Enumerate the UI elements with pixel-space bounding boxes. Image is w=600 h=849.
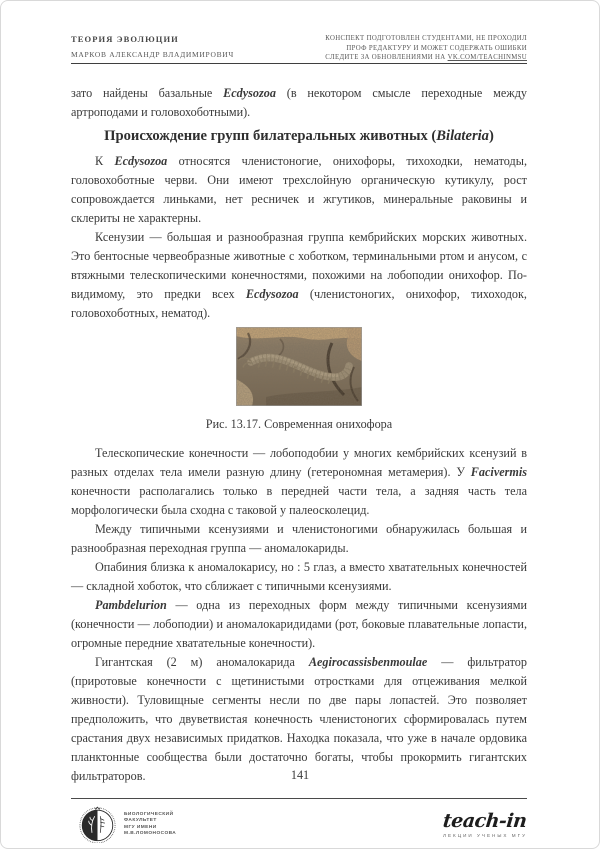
- page-header: [71, 34, 527, 63]
- vk-link[interactable]: VK.COM/TEACHINMSU: [447, 54, 527, 62]
- text-run: ): [488, 128, 494, 144]
- footer-left: [79, 806, 176, 843]
- text-run: Между типичными ксенузиями и членистоногими обнаружилась большая и разнообразная переходная группа — аномалокариды.: [71, 522, 527, 555]
- text-run: Гигантская (2 м) аномалокарида: [95, 655, 309, 669]
- paragraph: [71, 228, 527, 323]
- disclaimer-line-1: КОНСПЕКТ ПОДГОТОВЛЕН СТУДЕНТАМИ, НЕ ПРОХОДИЛ: [325, 35, 527, 42]
- faculty-name-line: ФАКУЛЬТЕТ: [124, 818, 157, 824]
- faculty-name-line: БИОЛОГИЧЕСКИЙ: [124, 811, 174, 817]
- disclaimer-line-3: [325, 53, 527, 63]
- article-body: [71, 84, 527, 786]
- text-run: относятся членистоногие, онихофоры, тихоходки, нематоды, головохоботные черви. Они имеют трехслойную органическую кутикулу, рост сопровождается линьками, нет ресничек и жгутиков, минеральные раковины и склериты не характерны.: [71, 154, 527, 225]
- paragraph: [71, 653, 527, 786]
- teach-in-logo: teach-in: [442, 810, 528, 832]
- lead-paragraph: [71, 84, 527, 122]
- taxon-name: Facivermis: [470, 465, 527, 479]
- text-run: К: [95, 154, 115, 168]
- figure-caption: Рис. 13.17. Современная онихофора: [205, 417, 393, 431]
- text-run: конечности располагались только в передней части тела, а задняя часть тела морфологически была сходна с таковой у палеосколецид.: [71, 484, 527, 517]
- msu-faculty-logo-icon: [79, 806, 116, 843]
- course-title: ТЕОРИЯ ЭВОЛЮЦИИ: [71, 34, 179, 44]
- text-run: Опабиния близка к аномалокарису, но : 5 глаз, а вместо хватательных конечностей — складной хоботок, что сближает с типичными ксенузиями.: [71, 560, 527, 593]
- faculty-name: [124, 812, 176, 838]
- text-run: — одна из переходных форм между типичными ксенузиями (конечности — лобоподии) и аномалокаридидами (рот, боковые плавательные лопасти, огромные передние хватательные конечности).: [71, 598, 527, 650]
- paragraph: [71, 558, 527, 596]
- faculty-name-line: МГУ ИМЕНИ: [124, 824, 157, 830]
- taxon-name: Aegirocassisbenmoulae: [308, 655, 428, 669]
- text-run: Телескопические конечности — лобоподобии у многих кембрийских ксенузий в разных отделах тела имели разную длину (гетерономная метамерия). У: [71, 446, 527, 479]
- taxon-name: Ecdysozoa: [245, 287, 299, 301]
- paragraph: [71, 152, 527, 228]
- taxon-name: Bilateria: [436, 128, 489, 144]
- disclaimer-line-2: ПРОФ РЕДАКТУРУ И МОЖЕТ СОДЕРЖАТЬ ОШИБКИ: [346, 44, 527, 52]
- teach-in-tagline: ЛЕКЦИИ УЧЕНЫХ МГУ: [442, 833, 527, 838]
- taxon-name: Pambdelurion: [95, 598, 167, 612]
- header-rule: [71, 63, 527, 64]
- paragraph: [71, 596, 527, 653]
- section-heading: [71, 126, 527, 146]
- text-run: — фильтратор (приротовые конечности с щетинистыми отростками для отцеживания мелкой живности). Туловищные сегменты несли по две пары лопастей. Это позволяет предположить, что двуветвистая конечность членистоногих сформировалась путем срастания двух независимых придатков. Находка показала, что уже в начале ордовика планктонные сообщества были достаточно богаты, чтобы прокормить гигантских фильтраторов.: [71, 655, 527, 783]
- text-run: зато найдены базальные: [71, 86, 224, 100]
- lecturer-name: МАРКОВ АЛЕКСАНДР ВЛАДИМИРОВИЧ: [71, 50, 234, 59]
- footer-rule: [71, 798, 527, 799]
- footer-right: [443, 810, 527, 838]
- paragraph: [71, 444, 527, 520]
- paragraphs-before-figure: [71, 152, 527, 323]
- text-run: Ксенузии — большая и разнообразная группа кембрийских морских животных. Это бентосные червеобразные животные с хоботком, терминальными ртом и анусом, с втяжными телескопическими конечностями, похожими на лобоподии онихофор. По-видимому, это предки всех: [71, 230, 527, 301]
- text-run: Происхождение групп билатеральных животных (: [104, 128, 437, 144]
- faculty-name-line: М.В.ЛОМОНОСОВА: [124, 830, 177, 836]
- paragraphs-after-figure: [71, 444, 527, 786]
- disclaimer-line-3-text: СЛЕДИТЕ ЗА ОБНОВЛЕНИЯМИ НА: [325, 54, 448, 62]
- taxon-name: Ecdysozoa: [223, 86, 276, 100]
- text-run: (членистоногих, онихофор, тихоходок, головохоботных, нематод).: [71, 287, 527, 320]
- header-left: [71, 34, 234, 59]
- onychophoran-photo: [236, 327, 362, 406]
- taxon-name: Ecdysozoa: [114, 154, 168, 168]
- page-footer: [79, 806, 527, 843]
- page-number: 141: [290, 768, 310, 782]
- text-run: (в некотором смысле переходные между артроподами и головохоботными).: [71, 86, 527, 119]
- header-disclaimer: [325, 34, 527, 63]
- figure: [71, 327, 527, 434]
- paragraph: [71, 520, 527, 558]
